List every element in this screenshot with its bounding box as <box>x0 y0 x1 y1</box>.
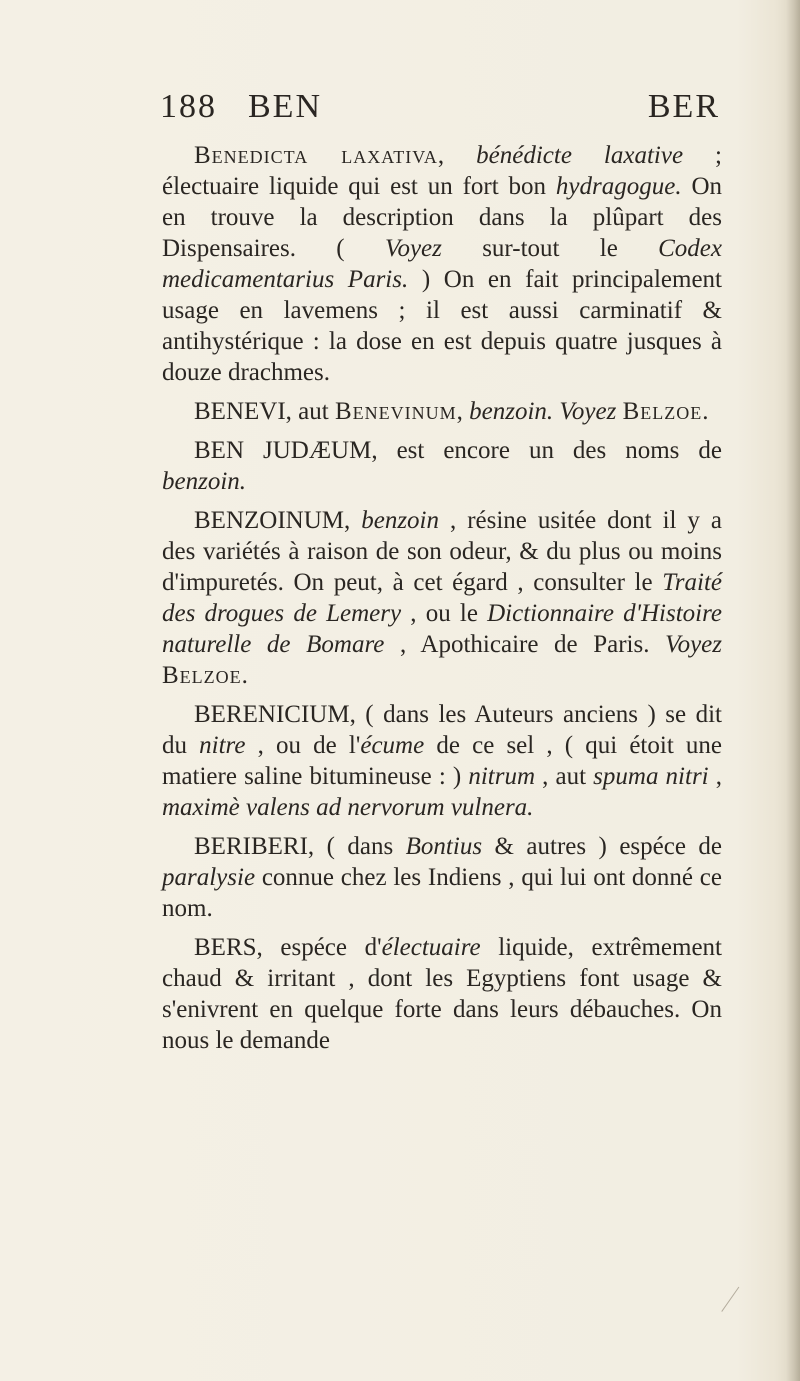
entry-headword: BERENICIUM <box>194 701 350 728</box>
italic-text: benzoin. Voyez <box>469 398 617 425</box>
entry-text: , résine usitée dont il y a des variétés à raison de son odeur, & du plus ou moins d'impuretés. On peut, à cet égard , consulter le <box>162 507 722 596</box>
italic-text: Voyez <box>665 631 722 658</box>
dictionary-entry <box>162 831 722 924</box>
italic-text: écume <box>360 732 425 759</box>
entry-text: , ( dans <box>307 833 406 860</box>
italic-text: nitrum <box>468 763 536 790</box>
entry-text: , ( dans les Auteurs anciens ) se dit du <box>162 701 722 759</box>
dictionary-entry <box>162 699 722 823</box>
entry-headword: BENEVI <box>194 398 286 425</box>
entry-text: , <box>344 507 362 534</box>
dictionary-entry <box>162 396 722 427</box>
italic-text: Voyez <box>384 235 442 262</box>
header-right-word: BER <box>647 88 720 125</box>
entry-text: , ou de l' <box>245 732 361 759</box>
italic-text: Bontius <box>405 833 483 860</box>
entry-text: liquide, extrêmement chaud & irritant , dont les Egyptiens font usage & s'enivrent en quelque forte dans leurs débauches. On nous le demande <box>162 934 722 1054</box>
entry-headword: BERIBERI <box>194 833 308 860</box>
italic-text: Traité des drogues de Lemery <box>162 569 722 627</box>
entry-headword: BEN JUDÆUM <box>194 437 372 464</box>
page-number: 188 <box>160 88 217 125</box>
pen-mark <box>721 1287 755 1324</box>
italic-text: Dictionnaire d'Histoire naturelle de Bomare <box>162 600 722 658</box>
entry-text: , <box>456 398 470 425</box>
dictionary-text <box>162 140 722 1064</box>
entry-headword: BERS <box>194 934 257 961</box>
dictionary-entry <box>162 435 722 497</box>
italic-text: spuma nitri <box>593 763 709 790</box>
italic-text: hydragogue. <box>555 173 682 200</box>
entry-text: Belzoe. <box>162 662 249 689</box>
entry-text: ; électuaire liquide qui est un fort bon <box>162 142 722 200</box>
italic-text: paralysie <box>162 864 256 891</box>
entry-text: & autres ) espéce de <box>482 833 722 860</box>
italic-text: bénédicte laxative <box>476 142 684 169</box>
italic-text: benzoin. <box>162 468 247 495</box>
entry-text: , aut <box>535 763 594 790</box>
entry-text: , est encore un des noms de <box>371 437 722 464</box>
entry-text: ) On en fait principalement usage en lavemens ; il est aussi carminatif & antihystérique : la dose en est depuis quatre jusques à douze drachmes. <box>162 266 722 386</box>
italic-text: maximè valens ad nervorum vulnera. <box>162 794 534 821</box>
dictionary-entry <box>162 505 722 691</box>
entry-text: sur-tout le <box>441 235 659 262</box>
entry-text: , aut <box>285 398 335 425</box>
italic-text: électuaire <box>381 934 481 961</box>
entry-headword: Benedicta laxativa <box>194 142 438 169</box>
header-left-word: BEN <box>248 88 322 125</box>
entry-text: On en trouve la description dans la plûpart des Dispensaires. ( <box>162 173 722 262</box>
page-edge-shadow <box>786 0 800 1381</box>
italic-text: Codex medicamentarius Paris. <box>162 235 722 293</box>
entry-text: connue chez les Indiens , qui lui ont donné ce nom. <box>162 864 722 922</box>
entry-text: Benevinum <box>334 398 457 425</box>
entry-text: , espéce d' <box>256 934 382 961</box>
entry-text: , Apothicaire de Paris. <box>384 631 666 658</box>
entry-text: , ou le <box>401 600 488 627</box>
italic-text: benzoin <box>361 507 440 534</box>
entry-headword: BENZOINUM <box>194 507 344 534</box>
dictionary-entry <box>162 932 722 1056</box>
italic-text: nitre <box>199 732 246 759</box>
entry-text: de ce sel , ( qui étoit une matiere saline bitumineuse : ) <box>162 732 723 790</box>
running-header <box>160 88 720 138</box>
entry-text: , <box>437 142 477 169</box>
dictionary-entry <box>162 140 722 388</box>
entry-text: Belzoe. <box>622 398 710 425</box>
entry-text: , <box>708 763 722 790</box>
